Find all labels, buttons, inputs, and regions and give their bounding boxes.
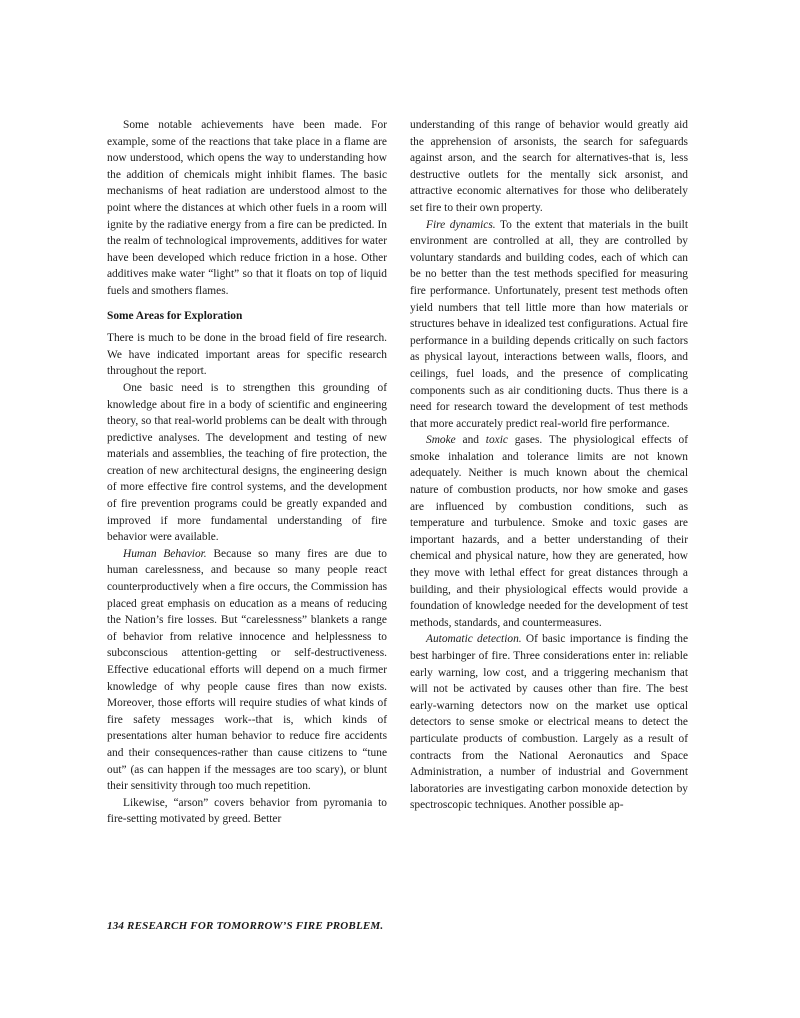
section-heading: Some Areas for Exploration (107, 309, 243, 322)
paragraph-broad-field: There is much to be done in the broad field of fire research. We have indicated important areas for specific research throughout the report. (107, 332, 387, 378)
text-smoke-toxic: gases. The physiological effects of smoke inhalation and tolerance limits are not known adequately. Neither is much known about the chemical nature of combustion products, nor how smoke and gases are influenced by combustion conditions, such as temperature and turbulence. Smoke and toxic gases are important hazards, and a better understanding of their chemical and physical nature, how they are generated, how they move with lethal effect for great distances through a building, and their physiological effects would provide a foundation of knowledge needed for the development of test methods, standards, and countermeasures. (410, 434, 688, 629)
text-automatic-detection: Of basic importance is finding the best harbinger of fire. Three considerations enter in: reliable early warning, low cost, and a triggering mechanism that will not be activated by causes other than fire. The best early-warning detectors now on the market use optical detectors to sense smoke or electrical means to detect the particulate products of combustion. Largely as a result of contracts from the National Aeronautics and Space Administration, a number of industrial and Government laboratories are investigating carbon monoxide detection by spectroscopic techniques. Another possible ap- (410, 633, 688, 812)
paragraph-smoke-toxic (410, 432, 688, 631)
lead-in-smoke: Smoke (426, 434, 456, 447)
paragraph-achievements: Some notable achievements have been made. For example, some of the reactions that take place in a flame are now understood, which opens the way to understanding how the addition of chemicals might inhibit flames. The basic mechanisms of heat radiation are understood almost to the point where the distances at which other fuels in a room will ignite by the radiative energy from a fire can be predicted. In the realm of technological improvements, additives for water have been developed which reduce friction in a hose. Other additives make water “light” so that it floats on top of liquid fuels and smothers flames. (107, 119, 387, 297)
left-column (107, 117, 387, 828)
text-human-behavior: Because so many fires are due to human carelessness, and because so many people react counterproductively when a fire occurs, the Commission has placed great emphasis on education as a means of reducing the Nation’s fire losses. But “carelessness” blankets a range of behavior from relative innocence and helplessness to subconscious attention-getting or self-destructiveness. Effective educational efforts will depend on a much firmer knowledge of why people cause fires than now exists. Moreover, those efforts will require studies of what kinds of fire safety messages work--that is, which kinds of presentations alter human behavior to reduce fire accidents and their consequences-rather than cause citizens to “tune out” (as can happen if the messages are too scary), or blunt their sensitivity through too much repetition. (107, 547, 387, 793)
paragraph-fire-dynamics (410, 217, 688, 433)
lead-in-automatic-detection: Automatic detection. (426, 633, 522, 646)
lead-in-human-behavior: Human Behavior. (123, 547, 207, 560)
page-footer: 134 RESEARCH FOR TOMORROW’S FIRE PROBLEM. (107, 920, 384, 932)
text-fire-dynamics: To the extent that materials in the built environment are controlled at all, they are controlled by voluntary standards and building codes, each of which can be no better than the test methods specified for measuring fire performance. Unfortunately, present test methods often yield numbers that tell little more than how materials or structures behave in idealized test configurations. Actual fire performance in a building depends critically on such factors as physical layout, interactions between walls, floors, and ceilings, fuel loads, and the presence of complicating components such as air conditioning ducts. Thus there is a need for research toward the development of test methods that more accurately predict real-world fire performance. (410, 218, 689, 430)
paragraph-human-behavior (107, 546, 387, 795)
text-and: and (455, 434, 486, 447)
paragraph-basic-need: One basic need is to strengthen this grounding of knowledge about fire in a body of scientific and engineering theory, so that real-world problems can be dealt with through predictive analyses. The development and testing of new materials and assemblies, the teaching of fire protection, the creation of new architectural designs, the engineering design of more effective fire control systems, and the development of fire prevention programs could be greatly expanded and improved if more fundamental understanding of fire behavior were available. (107, 381, 387, 544)
paragraph-automatic-detection (410, 631, 688, 814)
right-column (410, 117, 688, 814)
lead-in-toxic: toxic (485, 434, 508, 447)
paragraph-arson-continued: understanding of this range of behavior would greatly aid the apprehension of arsonists, the search for safeguards against arson, and the search for alternatives-that is, less destructive outlets for the mentally sick arsonist, and attractive economic alternatives for those who deliberately set fire to their own property. (410, 119, 688, 214)
lead-in-fire-dynamics: Fire dynamics. (426, 218, 496, 231)
paragraph-arson: Likewise, “arson” covers behavior from pyromania to fire-setting motivated by greed. Better (107, 796, 387, 826)
